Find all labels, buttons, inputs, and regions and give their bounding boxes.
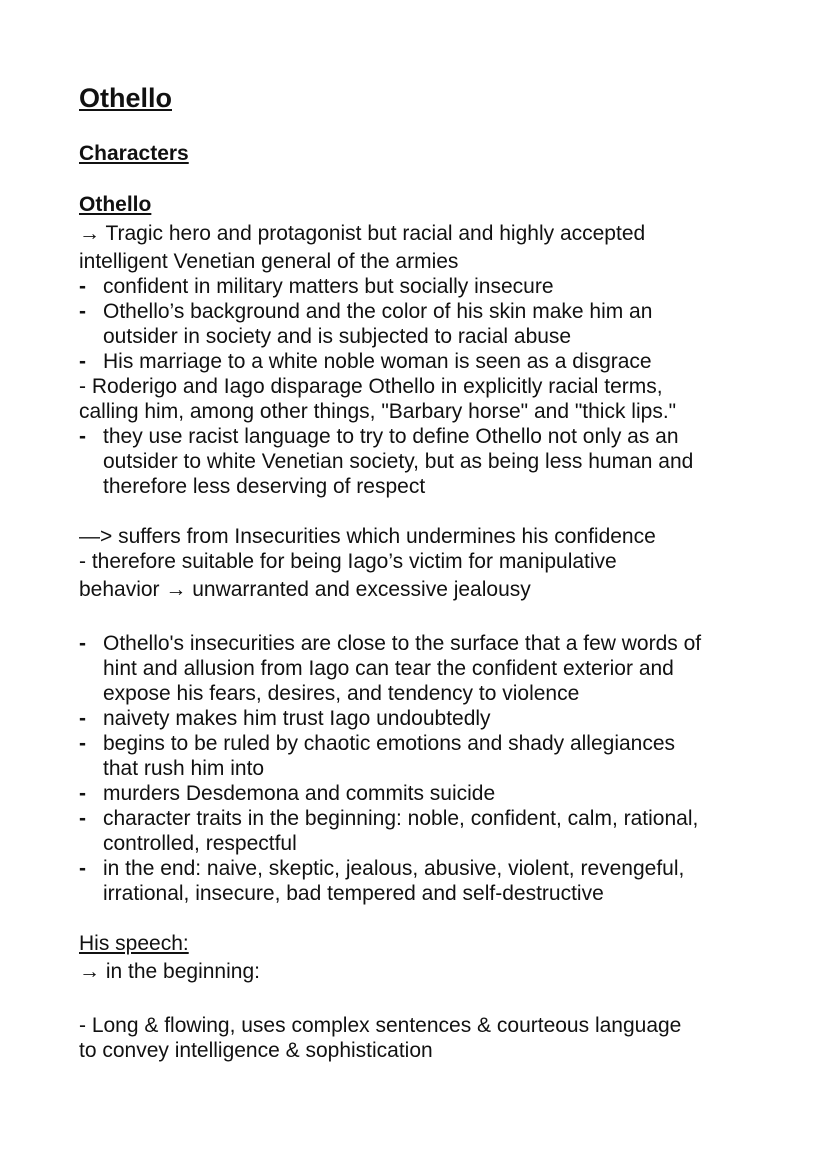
- bullet-dash: -: [79, 707, 86, 730]
- bullet-text: they use racist language to try to define Othello not only as an: [103, 425, 679, 448]
- bullet-text: outsider in society and is subjected to racial abuse: [103, 325, 572, 348]
- bullet-text: His marriage to a white noble woman is seen as a disgrace: [103, 350, 652, 373]
- bullet-text: that rush him into: [103, 757, 265, 780]
- bullet-dash: -: [79, 425, 86, 448]
- bullet-dash: -: [79, 732, 86, 755]
- bullet-text: character traits in the beginning: noble, confident, calm, rational,: [103, 807, 699, 830]
- section-heading: Characters: [79, 142, 189, 165]
- bullet-text: hint and allusion from Iago can tear the confident exterior and: [103, 657, 674, 680]
- character-heading: Othello: [79, 193, 152, 216]
- bullet-text: expose his fears, desires, and tendency to violence: [103, 682, 580, 705]
- bullet-text: outsider to white Venetian society, but as being less human and: [103, 450, 694, 473]
- insecurities-line-1: —> suffers from Insecurities which undermines his confidence: [79, 525, 656, 548]
- intro-line-2: intelligent Venetian general of the armies: [79, 250, 459, 273]
- bullet-dash: -: [79, 632, 86, 655]
- bullet-text: in the end: naive, skeptic, jealous, abusive, violent, revengeful,: [103, 857, 685, 880]
- roderigo-line-1: - Roderigo and Iago disparage Othello in explicitly racial terms,: [79, 375, 663, 398]
- speech-heading: His speech:: [79, 932, 189, 955]
- bullet-text: Othello's insecurities are close to the surface that a few words of: [103, 632, 702, 655]
- bullet-text: begins to be ruled by chaotic emotions and shady allegiances: [103, 732, 676, 755]
- list-item: [79, 424, 693, 499]
- bullet-text: murders Desdemona and commits suicide: [103, 782, 496, 805]
- list-item: [79, 706, 491, 731]
- bullet-dash: -: [79, 857, 86, 880]
- bullet-dash: -: [79, 807, 86, 830]
- bullet-dash: -: [79, 275, 86, 298]
- bullet-text: confident in military matters but socially insecure: [103, 275, 554, 298]
- list-item: [79, 731, 675, 781]
- bullet-dash: -: [79, 782, 86, 805]
- bullet-text: therefore less deserving of respect: [103, 475, 426, 498]
- speech-beginning: → in the beginning:: [79, 960, 260, 983]
- insecurities-line-2: - therefore suitable for being Iago’s victim for manipulative: [79, 550, 617, 573]
- list-item: [79, 781, 495, 806]
- page-title: Othello: [79, 83, 172, 113]
- speech-line-2: to convey intelligence & sophistication: [79, 1039, 433, 1062]
- roderigo-line-2: calling him, among other things, "Barbary horse" and "thick lips.": [79, 400, 677, 423]
- list-item: [79, 274, 554, 299]
- intro-line-1: → Tragic hero and protagonist but racial and highly accepted: [79, 222, 646, 245]
- list-item: [79, 299, 652, 349]
- bullet-text: irrational, insecure, bad tempered and self-destructive: [103, 882, 604, 905]
- insecurities-line-3: behavior → unwarranted and excessive jealousy: [79, 578, 531, 601]
- list-item: [79, 856, 684, 906]
- bullet-text: naivety makes him trust Iago undoubtedly: [103, 707, 491, 730]
- bullet-dash: -: [79, 350, 86, 373]
- speech-line-1: - Long & flowing, uses complex sentences & courteous language: [79, 1014, 682, 1037]
- bullet-dash: -: [79, 300, 86, 323]
- list-item: [79, 806, 698, 856]
- list-item: [79, 631, 701, 706]
- list-item: [79, 349, 652, 374]
- bullet-text: controlled, respectful: [103, 832, 297, 855]
- bullet-text: Othello’s background and the color of his skin make him an: [103, 300, 653, 323]
